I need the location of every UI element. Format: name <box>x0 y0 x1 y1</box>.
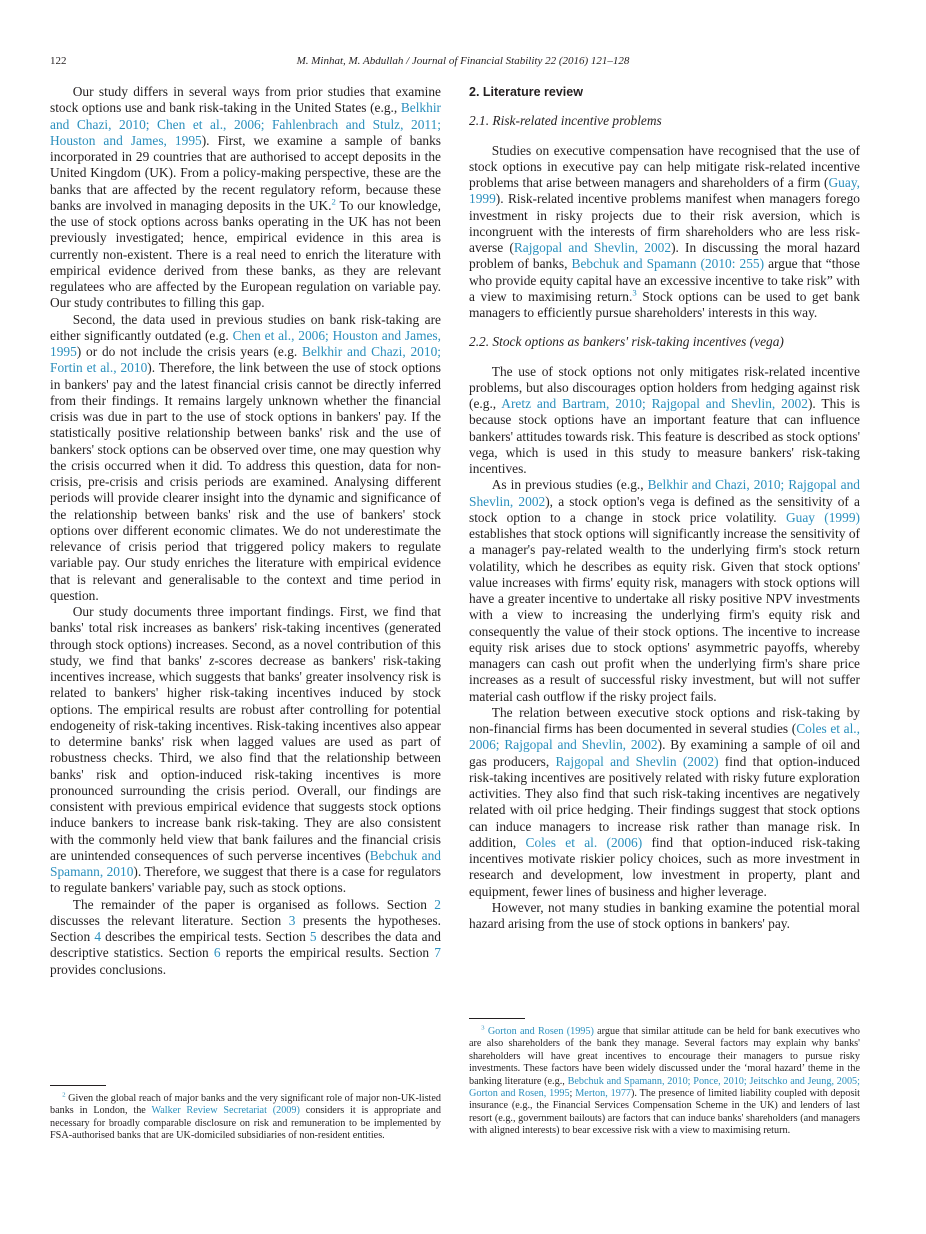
text-run: The remainder of the paper is organised as follows. Section <box>72 896 435 912</box>
text-run: reports the empirical results. Section <box>220 945 435 961</box>
text-run: find that option-induced risk-taking incentives motivate riskier policy choices, such as more investment in research and development, low investment in property, plant and equipment, fewer lines of business and higher leverage. <box>469 834 861 899</box>
text-run: ). First, we examine a sample of banks incorporated in 29 countries that are authorised to accept deposits in the United Kingdom (UK). From a policy-making perspective, these are the banks that are affected by the recent regulatory reform, because these banks are involved in managing deposits in the UK. <box>50 132 441 213</box>
italic-run: z <box>209 652 215 668</box>
body-paragraphs <box>50 84 441 978</box>
citation-link[interactable]: Rajgopal and Shevlin (2002) <box>555 753 719 769</box>
footnote-rule <box>469 1018 525 1019</box>
citation-link[interactable]: Belkhir and Chazi, 2010; Rajgopal and Shevlin, 2002 <box>469 477 860 509</box>
paragraph <box>50 84 441 312</box>
text-run: find that option-induced risk-taking incentives are positively related with risky future exploration activities. They also find that such risk-taking incentives are negatively related with oil price hedging. Their findings suggest that stock options can induce managers to increase risk rather than manage risk. In addition, <box>469 753 861 850</box>
citation-link[interactable]: Gorton and Rosen (1995) <box>487 1026 594 1037</box>
citation-link[interactable]: Guay, 1999 <box>469 175 860 207</box>
text-run: Stock options can be used to get bank managers to efficiently pursue shareholders' interests in this way. <box>469 288 860 320</box>
text-run: -scores decrease as bankers' risk-taking incentives increase, which suggests that banks' greater insolvency risk is related to bankers' higher risk-taking incentives induced by stock options. The empirical results are robust after controlling for potential endogeneity of risk-taking incentives. Risk-taking incentives also appear to determine banks' risk when lagged values are used as part of robustness checks. Third, we also find that the relationship between banks' risk and option-induced risk-taking incentives is more pronounced surrounding the crisis period. Overall, our findings are consistent with previous empirical evidence that suggests stock options induce bankers to increase bank risk-taking. They are also consistent with the commonly held view that bank failures and the financial crisis are unintended consequences of such perverse incentives ( <box>50 652 441 863</box>
footnote-text <box>469 1026 860 1138</box>
citation-link[interactable]: Bebchuk and Spamann, 2010; Ponce, 2010; Jeitschko and Jeung, 2005; Gorton and Rosen, 1995 <box>469 1075 860 1100</box>
paragraph <box>469 900 860 933</box>
text-run: describes the data and descriptive statistics. Section <box>50 929 441 961</box>
paragraph <box>469 705 860 900</box>
text-run: presents the hypotheses. Section <box>50 912 441 944</box>
citation-link[interactable]: Aretz and Bartram, 2010; Rajgopal and Shevlin, 2002 <box>501 396 808 411</box>
text-run: To our knowledge, the use of stock options across banks operating in the UK has not been previously investigated; hence, empirical evidence in this area is currently non-existent. There is a real need to enrich the literature with empirical evidence derived from these banks, as they are relevant regulatees who are affected by the European regulation on variable pay. Our study contributes to filling this gap. <box>50 197 441 311</box>
text-run: Our study documents three important findings. First, we find that banks' total risk increases as bankers' risk-taking incentives (generated through stock options) increases. Second, as a novel contribution of this study, we find that banks' <box>50 604 441 668</box>
citation-link[interactable]: 5 <box>309 929 317 944</box>
footnote-text <box>50 1093 441 1143</box>
paragraph <box>50 312 441 605</box>
text-run: Studies on executive compensation have recognised that the use of stock options in executive pay can help mitigate risk-related incentive problems that arise between managers and shareholders of a firm ( <box>469 142 860 190</box>
footnote-marker[interactable]: 2 <box>62 1091 66 1099</box>
citation-link[interactable]: 7 <box>434 945 441 961</box>
footnote-marker[interactable]: 2 <box>331 196 336 207</box>
paragraph <box>469 364 860 478</box>
paragraph <box>50 897 441 978</box>
citation-link[interactable]: Rajgopal and Shevlin, 2002 <box>513 240 672 255</box>
citation-link[interactable]: Walker Review Secretariat (2009) <box>151 1105 300 1117</box>
text-run: ). Therefore, we suggest that there is a case for regulators to regulate bankers' variable pay, such as stock options. <box>50 864 441 896</box>
paragraph <box>50 604 441 897</box>
text-run: The relation between executive stock options and risk-taking by non-financial firms has been documented in several studies ( <box>469 704 860 736</box>
text-run: ). In discussing the moral hazard problem of banks, <box>469 240 860 272</box>
footnote-rule <box>50 1085 106 1086</box>
citation-link[interactable]: Belkhir and Chazi, 2010; Fortin et al., 2010 <box>50 344 441 376</box>
paragraph <box>469 143 860 322</box>
text-run: ; <box>569 1088 576 1100</box>
text-run: argue that similar attitude can be held for bank executives who are also shareholders of the bank they manage. Several factors may explain why banks' shareholders will have great incentives to encourage their managers to pursue risky investments. These factors have been widely discussed under the ‘moral hazard’ theme in the banking literature (e.g., <box>469 1026 861 1087</box>
text-run: The use of stock options not only mitigates risk-related incentive problems, but also discourages option holders from hedging against risk (e.g., <box>469 363 860 411</box>
citation-link[interactable]: Merton, 1977 <box>575 1088 632 1100</box>
text-run: Second, the data used in previous studies on bank risk-taking are either significantly outdated (e.g. <box>50 311 441 343</box>
right-column <box>469 84 860 932</box>
subsection-1-paragraphs <box>469 143 860 322</box>
text-run: Given the global reach of major banks and the very significant role of major non-UK-listed banks in London, the <box>50 1093 441 1117</box>
footnote-marker[interactable]: 3 <box>481 1024 485 1032</box>
text-run: Our study differs in several ways from prior studies that examine stock options use and bank risk-taking in the United States (e.g., <box>50 84 441 116</box>
citation-link[interactable]: 2 <box>434 896 441 912</box>
text-run: describes the empirical tests. Section <box>101 929 310 944</box>
text-run: ), a stock option's vega is defined as the sensitivity of a stock option to a change in stock price volatility. <box>469 493 860 525</box>
left-column <box>50 84 441 978</box>
text-run: ). By examining a sample of oil and gas producers, <box>469 737 861 769</box>
subsection-heading: 2.1. Risk-related incentive problems <box>469 113 662 129</box>
citation-link[interactable]: 3 <box>288 912 296 928</box>
citation-link[interactable]: Belkhir and Chazi, 2010; Chen et al., 2006; Fahlenbrach and Stulz, 2011; Houston and James, 1995 <box>50 100 441 148</box>
subsection-heading: 2.2. Stock options as bankers' risk-taking incentives (vega) <box>469 334 784 350</box>
text-run: As in previous studies (e.g., <box>491 477 648 493</box>
running-header: M. Minhat, M. Abdullah / Journal of Financial Stability 22 (2016) 121–128 <box>296 55 630 67</box>
citation-link[interactable]: 4 <box>94 929 102 944</box>
footnote-marker[interactable]: 3 <box>632 287 637 298</box>
text-run: argue that “those who provide equity capital have an excessive incentive to take risk” with a view to maximising return. <box>469 256 860 304</box>
text-run: ) or do not include the crisis years (e.g. <box>76 344 303 359</box>
text-run: ). Risk-related incentive problems manifest when managers forego investment in risky projects due to their risk aversion, which is incongruent with the interests of firm shareholders who are less risk-averse ( <box>469 191 860 255</box>
page-number: 122 <box>50 55 67 67</box>
text-run: ). This is because stock options have an important feature that can influence bankers' attitudes towards risk. This feature is described as stock options' vega, which is used in this study to measure bankers' risk-taking incentives. <box>469 396 861 476</box>
section-heading: 2. Literature review <box>469 85 583 99</box>
footnote-2 <box>50 1085 441 1143</box>
text-run: However, not many studies in banking examine the potential moral hazard arising from the use of stock options in bankers' pay. <box>469 899 860 931</box>
paragraph <box>469 477 860 705</box>
citation-link[interactable]: Bebchuk and Spamann, 2010 <box>50 847 442 879</box>
citation-link[interactable]: 6 <box>213 945 221 961</box>
citation-link[interactable]: Coles et al., 2006; Rajgopal and Shevlin, 2002 <box>469 721 860 753</box>
text-run: ). Therefore, the link between the use of stock options in bankers' pay and the latest financial crisis cannot be directly inferred from their findings. It remains largely unknown whether the financial crisis was due in part to the use of stock options in bankers' pay. If the statistically positive relationship between banks' risk and the use of bankers' stock options can be observed over time, one may question why the crisis occurred when it did. To address this question, data for non-crisis, pre-crisis and crisis periods are examined. Analysing different periods will provide clearer insight into the dynamic and significance of the relationship between banks' risk and the use of bankers' stock options over different economic climates. We do not underestimate the relevance of crisis period that triggered policy makers to regulate variable pay. Our study enriches the literature with empirical evidence that is relevant and generalisable to the context and time period in question. <box>50 360 441 603</box>
text-run: ). The presence of limited liability coupled with deposit insurance (e.g., the Financial Services Compensation Scheme in the UK) and lenders of last resort (e.g., government bailouts) are factors that can induce banks' shareholders (and managers with aligned interests) to bear excessive risk with a view to maximising return. <box>469 1088 860 1137</box>
text-run: considers it is appropriate and necessary for broadly comparable disclosure on risk and remuneration to be implemented by FSA-authorised banks that are UK-domiciled subsidiaries of non-resident entities. <box>50 1105 441 1142</box>
subsection-2-paragraphs <box>469 364 860 933</box>
citation-link[interactable]: Guay (1999) <box>785 509 860 525</box>
citation-link[interactable]: Coles et al. (2006) <box>525 834 643 850</box>
citation-link[interactable]: Chen et al., 2006; Houston and James, 1995 <box>50 327 441 359</box>
text-run: provides conclusions. <box>50 961 167 977</box>
citation-link[interactable]: Bebchuk and Spamann (2010: 255) <box>571 256 765 272</box>
text-run: discusses the relevant literature. Section <box>50 912 289 928</box>
text-run: establishes that stock options will significantly increase the sensitivity of a manager's pay-related wealth to the underlying firm's stock return volatility, which he describes as equity risk. Given that stock options' value increases with firms' equity risk, managers with stock options will have a greater incentive to undertake all risky positive NPV investments with a view to increasing the underlying firm's equity risk and consequently the value of their stock options. The incentive to increase equity risk arises due to stock options' asymmetric payoffs, whereby managers can cash out profit when the underlying firm's share price increases as a result of successful risky investment, but will not suffer material cash outflow if the risky project fails. <box>469 526 860 704</box>
footnote-3 <box>469 1018 860 1138</box>
